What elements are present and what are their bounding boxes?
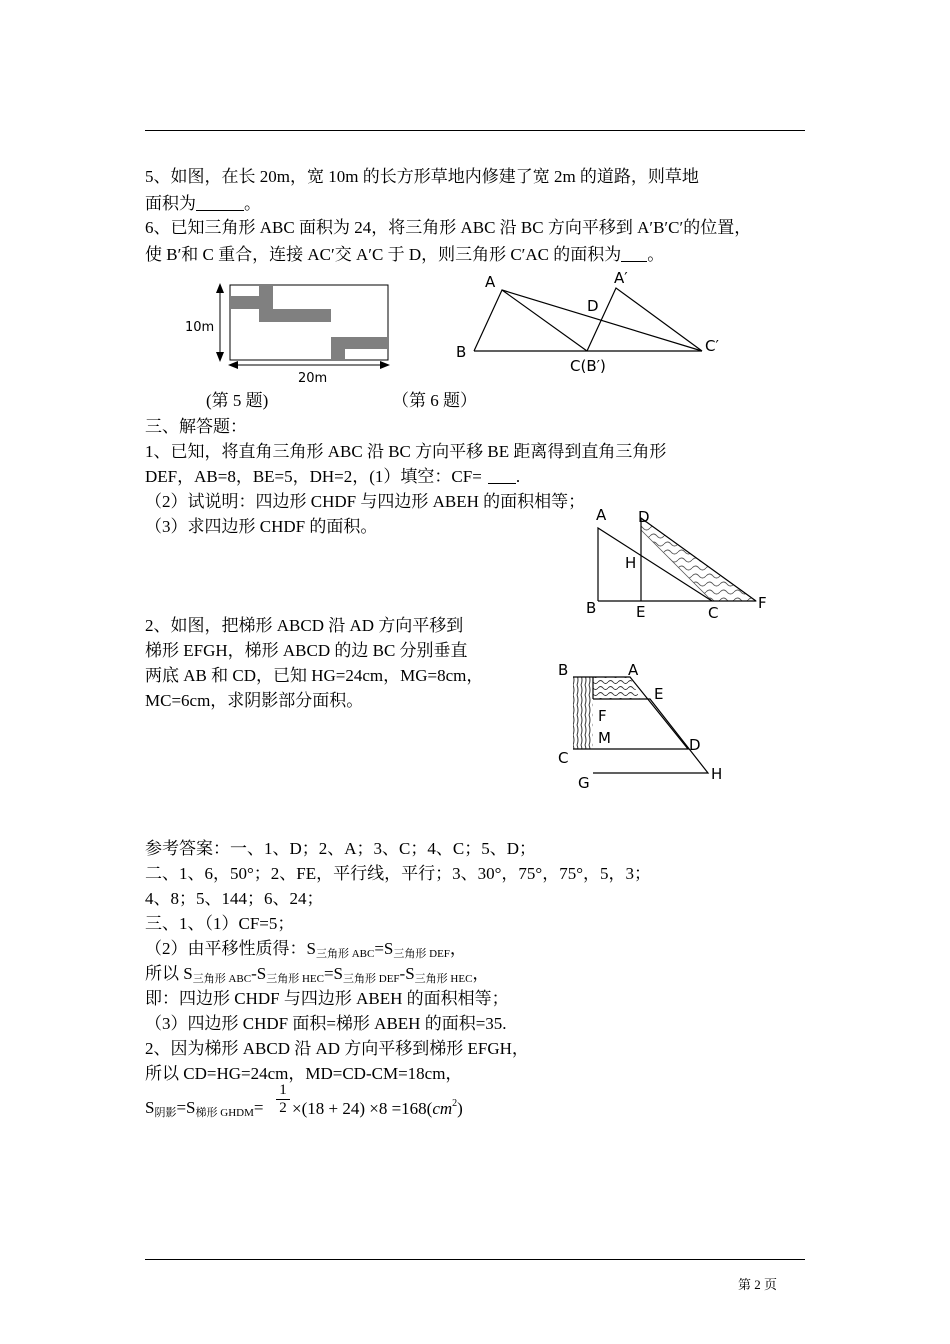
answers-line6-end: ，: [472, 964, 490, 983]
answers-line5-end: ，: [449, 939, 467, 958]
q6-line2: [145, 240, 664, 265]
answers-line4: 三、1、（1）CF=5；: [145, 914, 295, 933]
road-path: [230, 285, 388, 361]
figure-6: [450, 265, 730, 380]
label-M: M: [598, 729, 611, 747]
label-A: A: [628, 661, 639, 679]
label-E: E: [636, 603, 646, 621]
label-H: H: [625, 554, 637, 572]
answers-line6-sub4: 三角形 HEC: [414, 973, 473, 985]
label-C: C: [708, 604, 719, 622]
formula-equals: =: [253, 1098, 264, 1117]
answers-line6-pre: 所以 S: [145, 964, 193, 983]
q6-line1: 6、已知三角形 ABC 面积为 24，将三角形 ABC 沿 BC 方向平移到 A′B′C′的位置，: [145, 218, 752, 237]
answers-line10: 所以 CD=HG=24cm，MD=CD-CM=18cm，: [145, 1064, 463, 1083]
section3-title: 三、解答题：: [145, 417, 247, 436]
formula-sub-trapezoid: 梯形 GHDM: [195, 1107, 254, 1119]
page-number: 第 2 页: [738, 1277, 778, 1292]
formula-unit: cm: [432, 1099, 453, 1118]
answers-line5-mid: =S: [374, 939, 394, 958]
figure-5: [175, 275, 400, 390]
fig6-caption: （第 6 题）: [392, 391, 477, 410]
s2-line1: 2、如图，把梯形 ABCD 沿 AD 方向平移到: [145, 616, 464, 635]
answers-line1: 参考答案：一、1、D；2、A；3、C；4、C；5、D；: [145, 839, 537, 858]
formula-sub-shadow: 阴影: [154, 1107, 177, 1119]
segment-AC2: [502, 290, 702, 351]
formula-expression: [292, 1098, 463, 1119]
s2-line2: 梯形 EFGH，梯形 ABCD 的边 BC 分别垂直: [145, 641, 468, 660]
s1-line3: （2）试说明：四边形 CHDF 与四边形 ABEH 的面积相等；: [145, 492, 586, 511]
answers-line5-sub1: 三角形 ABC: [315, 948, 375, 960]
s1-answer-blank: [488, 468, 516, 484]
formula-eq-S: =S: [176, 1098, 196, 1117]
answers-line6-sub1: 三角形 ABC: [192, 973, 252, 985]
label-F: F: [758, 594, 767, 612]
label-B: B: [558, 661, 569, 679]
answers-line2: 二、1、6，50°；2、FE，平行线，平行；3、30°，75°，75°，5，3；: [145, 864, 652, 883]
answers-line8: （3）四边形 CHDF 面积=梯形 ABEH 的面积=35.: [145, 1014, 507, 1033]
answers-line5-sub2: 三角形 DEF: [393, 948, 450, 960]
height-label: 10m: [185, 320, 215, 335]
label-F: F: [598, 707, 607, 725]
answers-line6-m3: -S: [399, 964, 415, 983]
q5-line2: [145, 189, 261, 214]
formula-fraction: [276, 1082, 290, 1117]
label-G: G: [578, 774, 590, 792]
answers-line6-sub3: 三角形 DEF: [343, 973, 400, 985]
answers-line6: [145, 959, 489, 986]
label-C-B-prime: C(B′): [570, 357, 606, 375]
answers-line9: 2、因为梯形 ABCD 沿 AD 方向平移到梯形 EFGH，: [145, 1039, 529, 1058]
answers-line7: 即：四边形 CHDF 与四边形 ABEH 的面积相等；: [145, 989, 509, 1008]
label-A: A: [485, 273, 496, 291]
formula-S: S: [145, 1098, 155, 1117]
label-H: H: [711, 765, 723, 783]
formula-unit-exponent: 2: [452, 1098, 458, 1109]
answers-line5: [145, 934, 467, 961]
label-A: A: [596, 506, 607, 524]
q5-line2-text: 面积为: [145, 194, 196, 213]
q6-line2-text: 使 B′和 C 重合，连接 AC′交 A′C 于 D，则三角形 C′AC 的面积为: [145, 245, 622, 264]
width-arrow-right: [380, 361, 390, 369]
label-E: E: [654, 685, 664, 703]
answers-line6-sub2: 三角形 HEC: [266, 973, 324, 985]
formula-body: ×(18 + 24) ×8 =168(: [292, 1099, 433, 1118]
label-D: D: [638, 508, 650, 526]
width-arrow-left: [228, 361, 238, 369]
s1-line4: （3）求四边形 CHDF 的面积。: [145, 517, 378, 536]
q5-line1: 5、如图，在长 20m，宽 10m 的长方形草地内修建了宽 2m 的道路，则草地: [145, 167, 699, 186]
s1-line1: 1、已知，将直角三角形 ABC 沿 BC 方向平移 BE 距离得到直角三角形: [145, 442, 667, 461]
header-rule: [145, 130, 805, 131]
label-A-prime: A′: [614, 269, 628, 287]
label-B: B: [586, 599, 597, 617]
fraction-denominator: 2: [279, 1100, 287, 1116]
label-B: B: [456, 343, 467, 361]
height-arrow-top: [216, 283, 224, 293]
q5-line2-end: 。: [244, 194, 261, 213]
label-D: D: [587, 297, 599, 315]
width-label: 20m: [298, 371, 328, 386]
figure-s1: [580, 500, 780, 625]
figure-s2: [548, 655, 738, 795]
s1-line2-end: .: [515, 467, 521, 486]
s1-line2: [145, 462, 520, 487]
footer-rule: [145, 1259, 805, 1260]
label-D: D: [689, 736, 701, 754]
q6-answer-blank: [621, 246, 647, 262]
answers-line5-pre: （2）由平移性质得：S: [145, 939, 316, 958]
fraction-numerator: 1: [279, 1082, 287, 1098]
answers-line6-m1: -S: [251, 964, 267, 983]
height-arrow-bottom: [216, 352, 224, 362]
answers-line11: [145, 1098, 263, 1120]
shaded-left: [573, 677, 593, 749]
triangle-DEF: [641, 518, 756, 601]
label-C: C: [558, 749, 569, 767]
q5-answer-blank: [196, 195, 244, 211]
triangle-A2B2C2: [587, 288, 702, 351]
q6-line2-end: 。: [647, 245, 665, 264]
s2-line4: MC=6cm，求阴影部分面积。: [145, 691, 364, 710]
answers-line3: 4、8；5、144；6、24；: [145, 889, 324, 908]
s2-line3: 两底 AB 和 CD，已知 HG=24cm，MG=8cm，: [145, 666, 484, 685]
formula-close: ): [457, 1099, 463, 1118]
label-C-prime: C′: [705, 337, 719, 355]
s1-line2-text: DEF，AB=8，BE=5，DH=2，(1）填空：CF=: [145, 467, 482, 486]
answers-line6-m2: =S: [323, 964, 344, 983]
fig5-caption: (第 5 题): [206, 391, 269, 410]
